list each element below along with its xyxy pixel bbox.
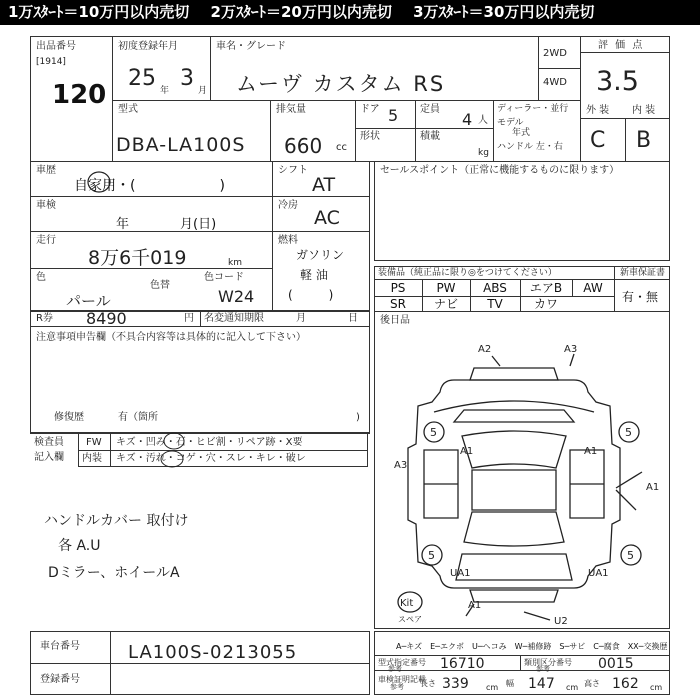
windshield — [462, 431, 566, 468]
type-designation-sub: 参考 — [388, 665, 402, 673]
yen-unit: 円 — [184, 313, 194, 324]
banner-item-1: 1万ｽﾀｰﾄ＝10万円以内売切 — [8, 3, 190, 21]
mark-a1-left: A1 — [460, 446, 474, 457]
type-designation-value: 16710 — [440, 656, 485, 672]
mark-ua1-left: UA1 — [450, 568, 471, 579]
tire-mark-rr: 5 — [627, 549, 634, 562]
chassis-value: LA100S-0213055 — [128, 642, 298, 663]
displacement-label: 排気量 — [276, 104, 306, 115]
mark-a1-far-right: A1 — [646, 482, 660, 493]
shape-label: 形状 — [360, 131, 380, 142]
capacity-label: 定員 — [420, 104, 440, 115]
persons-unit: 人 — [478, 115, 488, 126]
repair-label: 修復歴 — [54, 412, 84, 423]
rear-window — [464, 512, 564, 546]
aircon-label: 冷房 — [278, 200, 298, 211]
fuel-label: 燃料 — [278, 235, 298, 246]
equip-ps: PS — [390, 281, 406, 295]
lot-code: [1914] — [36, 57, 66, 67]
fuel-other: ( ) — [288, 288, 334, 302]
inspection-circle-marks — [158, 432, 188, 468]
equipment-label: 装備品（純正品に限り◎をつけてください） — [378, 268, 557, 278]
height-unit: cm — [650, 683, 663, 692]
aircon-value: AC — [314, 207, 340, 229]
rear-bumper — [470, 590, 558, 602]
kg-unit: kg — [478, 148, 489, 158]
recycle-label: R券 — [36, 313, 53, 324]
equip-tv: TV — [487, 297, 503, 311]
mark-a3-left: A3 — [394, 460, 408, 471]
color-value: パール — [66, 292, 111, 310]
year-unit: 年 — [160, 86, 170, 96]
score-value: 3.5 — [596, 66, 639, 97]
repair-value: 有（箇所 — [118, 412, 158, 423]
model-year-label: モデル — [497, 118, 524, 128]
month-unit: 月 — [198, 86, 208, 96]
length-unit: cm — [486, 683, 499, 692]
equip-pw: PW — [436, 281, 456, 295]
color-change-label: 色替 — [150, 280, 170, 291]
dealer-label: ディーラー・並行 — [497, 104, 569, 114]
chassis-label: 車台番号 — [40, 641, 80, 652]
price-banner — [0, 0, 700, 25]
history-label: 車歴 — [36, 165, 56, 176]
reg-notice-label: 名変通知期限 — [204, 313, 264, 324]
doors-value: 5 — [388, 106, 399, 125]
lot-label: 出品番号 — [36, 41, 76, 52]
shift-value: AT — [312, 174, 336, 196]
mark-u2-rear: U2 — [554, 616, 568, 627]
type-designation-label: 型式指定番号 — [378, 658, 426, 667]
km-unit: km — [228, 258, 242, 268]
score-label: 評 価 点 — [598, 40, 645, 51]
displacement-value: 660 — [284, 134, 323, 158]
first-reg-year: 25 — [128, 66, 156, 91]
warranty-label: 新車保証書 — [620, 268, 666, 278]
height-value: 162 — [612, 676, 639, 692]
capacity-value: 4 — [462, 110, 473, 129]
handwritten-note-1: ハンドルカバー 取付け — [44, 513, 189, 529]
mileage-value: 8万6千019 — [88, 247, 187, 269]
handwritten-note-2: 各 A.U — [58, 538, 101, 554]
car-damage-diagram — [374, 340, 670, 628]
caution-label: 注意事項申告欄（不具合内容等は具体的に記入して下さい） — [36, 332, 306, 343]
sales-point-label: セールスポイント（正常に機能するものに限ります） — [380, 165, 620, 176]
model-label: 型式 — [118, 104, 138, 115]
exterior-label: 外 装 — [586, 105, 610, 116]
history-value: 自家用・( ) — [74, 178, 225, 194]
color-label: 色 — [36, 272, 46, 283]
equip-sr: SR — [390, 297, 406, 311]
equip-airbag: エアB — [529, 281, 563, 295]
equip-abs: ABS — [483, 281, 507, 295]
reg-notice-day: 日 — [348, 313, 358, 324]
mark-ua1-right: UA1 — [588, 568, 609, 579]
width-unit: cm — [566, 683, 579, 692]
carname-label: 車名・グレード — [216, 41, 286, 52]
lot-number: 120 — [52, 80, 107, 110]
interior-note-label: 内装 — [82, 453, 102, 464]
interior-note-text: キズ・汚れ・コゲ・穴・スレ・キレ・破レ — [116, 453, 306, 464]
category-label: 類別区分番号 — [524, 658, 572, 667]
repair-close: ) — [356, 412, 360, 423]
length-value: 339 — [442, 676, 469, 692]
cc-unit: cc — [336, 142, 347, 153]
equip-leather: カワ — [533, 297, 558, 311]
first-reg-month: 3 — [180, 66, 194, 91]
fw-text: キズ・凹み・石・ヒビ割・リペア跡・X要 — [116, 437, 303, 448]
load-label: 積載 — [420, 131, 440, 142]
recycle-value: 8490 — [86, 309, 127, 328]
equip-aw: AW — [583, 281, 603, 295]
banner-item-3: 3万ｽﾀｰﾄ＝30万円以内売切 — [413, 3, 595, 21]
reg-number-label: 登録番号 — [40, 674, 80, 685]
drive-4wd: 4WD — [543, 77, 567, 88]
fuel-diesel: 軽 油 — [300, 268, 328, 282]
mark-a1-rear: A1 — [468, 600, 482, 611]
hood-outline — [454, 410, 574, 422]
mileage-label: 走行 — [36, 235, 56, 246]
height-label: 高さ — [584, 679, 600, 688]
color-code: W24 — [218, 287, 255, 306]
inspection-label: 車検 — [36, 200, 56, 211]
width-label: 幅 — [506, 679, 514, 688]
shift-label: シフト — [278, 165, 308, 176]
exterior-grade: C — [590, 128, 606, 153]
inspection-year: 年 — [116, 217, 130, 232]
length-label: 長さ — [420, 679, 436, 688]
cert-sub: 参考 — [390, 683, 404, 691]
reg-notice-month: 月 — [296, 313, 306, 324]
cert-label: 車検証明記載 — [378, 675, 426, 684]
mark-a2: A2 — [478, 344, 492, 355]
after-items-label: 後日品 — [380, 315, 410, 326]
category-sub: 参考 — [536, 665, 550, 673]
inspection-month: 月(日) — [180, 217, 217, 232]
mark-a3-front: A3 — [564, 344, 578, 355]
tire-mark-fl: 5 — [430, 426, 437, 439]
model-value: DBA-LA100S — [116, 134, 246, 156]
interior-label: 内 装 — [632, 105, 656, 116]
tire-mark-rl: 5 — [428, 549, 435, 562]
fuel-gas: ガソリン — [296, 248, 345, 262]
roof — [472, 470, 556, 510]
trunk — [456, 554, 572, 580]
interior-grade: B — [636, 128, 652, 153]
tire-mark-fr: 5 — [625, 426, 632, 439]
kit-label: Kit — [400, 598, 414, 609]
history-circle-mark — [86, 170, 112, 194]
spare-label: スペア — [398, 615, 422, 624]
width-value: 147 — [528, 676, 555, 692]
remarks-label: 記入欄 — [34, 452, 64, 463]
mark-a1-right: A1 — [584, 446, 598, 457]
inspector-label: 検査員 — [34, 437, 64, 448]
first-reg-label: 初度登録年月 — [118, 41, 178, 52]
color-code-label: 色コード — [204, 272, 244, 283]
warranty-value: 有・無 — [622, 290, 659, 304]
handle-label: ハンドル 左・右 — [497, 142, 563, 152]
category-value: 0015 — [598, 656, 634, 672]
carname: ムーヴ カスタム RS — [236, 72, 446, 96]
fw-label: FW — [86, 437, 102, 448]
model-year-label-2: 年式 — [512, 128, 531, 138]
front-bumper — [470, 368, 558, 380]
damage-legend: A─キズ E─エクボ U─ヘコみ W─補修跡 S─サビ C─腐食 XX─交換歴 — [396, 642, 668, 651]
equip-navi: ナビ — [433, 297, 458, 311]
banner-item-2: 2万ｽﾀｰﾄ＝20万円以内売切 — [210, 3, 392, 21]
drive-2wd: 2WD — [543, 48, 567, 59]
handwritten-note-3: Dミラー、ホイールA — [48, 565, 180, 581]
doors-label: ドア — [360, 104, 380, 115]
